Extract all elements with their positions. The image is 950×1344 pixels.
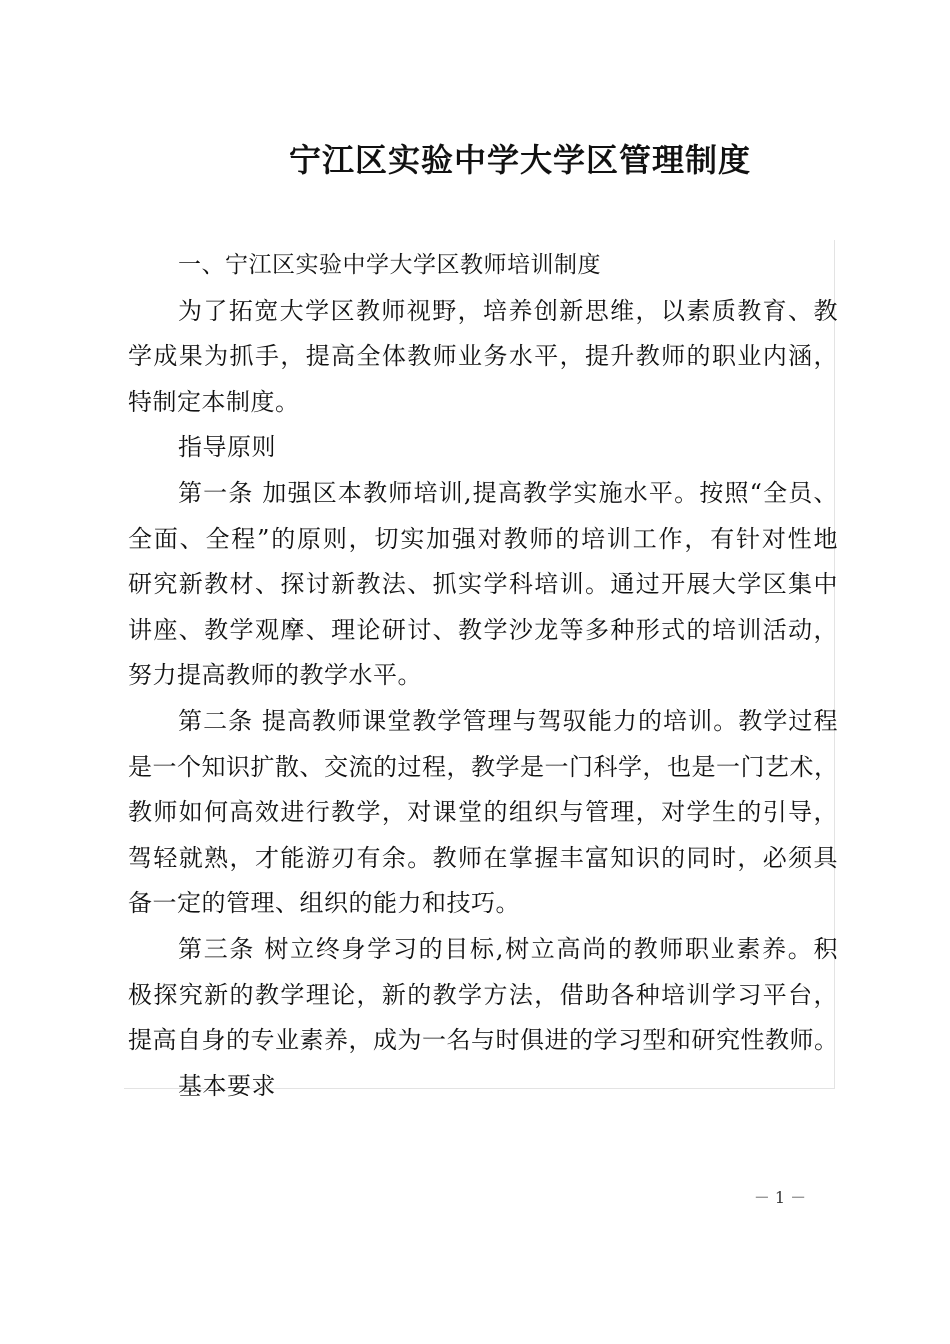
paragraph-line: 第三条 树立终身学习的目标,树立高尚的教师职业素养。积 — [178, 934, 838, 963]
paragraph-line: 提高自身的专业素养，成为一名与时俱进的学习型和研究性教师。 — [128, 1026, 839, 1055]
paragraph-line: 教师如何高效进行教学，对课堂的组织与管理，对学生的引导， — [128, 798, 838, 827]
paragraph-line: 特制定本制度。 — [128, 387, 300, 416]
paragraph-line: 为了拓宽大学区教师视野，培养创新思维，以素质教育、教 — [178, 296, 838, 325]
paragraph-line: 指导原则 — [178, 433, 276, 462]
paragraph-line: 全面、全程”的原则，切实加强对教师的培训工作，有针对性地 — [128, 524, 838, 553]
paragraph-line: 第一条 加强区本教师培训,提高教学实施水平。按照“全员、 — [178, 478, 838, 507]
paragraph-line: 驾轻就熟，才能游刃有余。教师在掌握丰富知识的同时，必须具 — [128, 843, 838, 872]
paragraph-line: 研究新教材、探讨新教法、抓实学科培训。通过开展大学区集中 — [128, 570, 838, 599]
section-heading: 一、宁江区实验中学大学区教师培训制度 — [178, 252, 601, 278]
paragraph-line: 备一定的管理、组织的能力和技巧。 — [128, 889, 520, 918]
paragraph-line: 第二条 提高教师课堂教学管理与驾驭能力的培训。教学过程 — [178, 706, 838, 735]
page-number: － 1 － — [753, 1188, 807, 1207]
document-body — [128, 243, 852, 1109]
paragraph-line: 是一个知识扩散、交流的过程，教学是一门科学，也是一门艺术， — [128, 752, 839, 781]
paragraph-line: 讲座、教学观摩、理论研讨、教学沙龙等多种形式的培训活动， — [128, 615, 838, 644]
paragraph-line: 基本要求 — [178, 1071, 276, 1100]
paragraph-line: 努力提高教师的教学水平。 — [128, 661, 422, 690]
paragraph-line: 极探究新的教学理论，新的教学方法，借助各种培训学习平台， — [128, 980, 838, 1009]
document-title: 宁江区实验中学大学区管理制度 — [288, 141, 751, 179]
paragraph-line: 学成果为抓手，提高全体教师业务水平，提升教师的职业内涵， — [128, 342, 838, 371]
